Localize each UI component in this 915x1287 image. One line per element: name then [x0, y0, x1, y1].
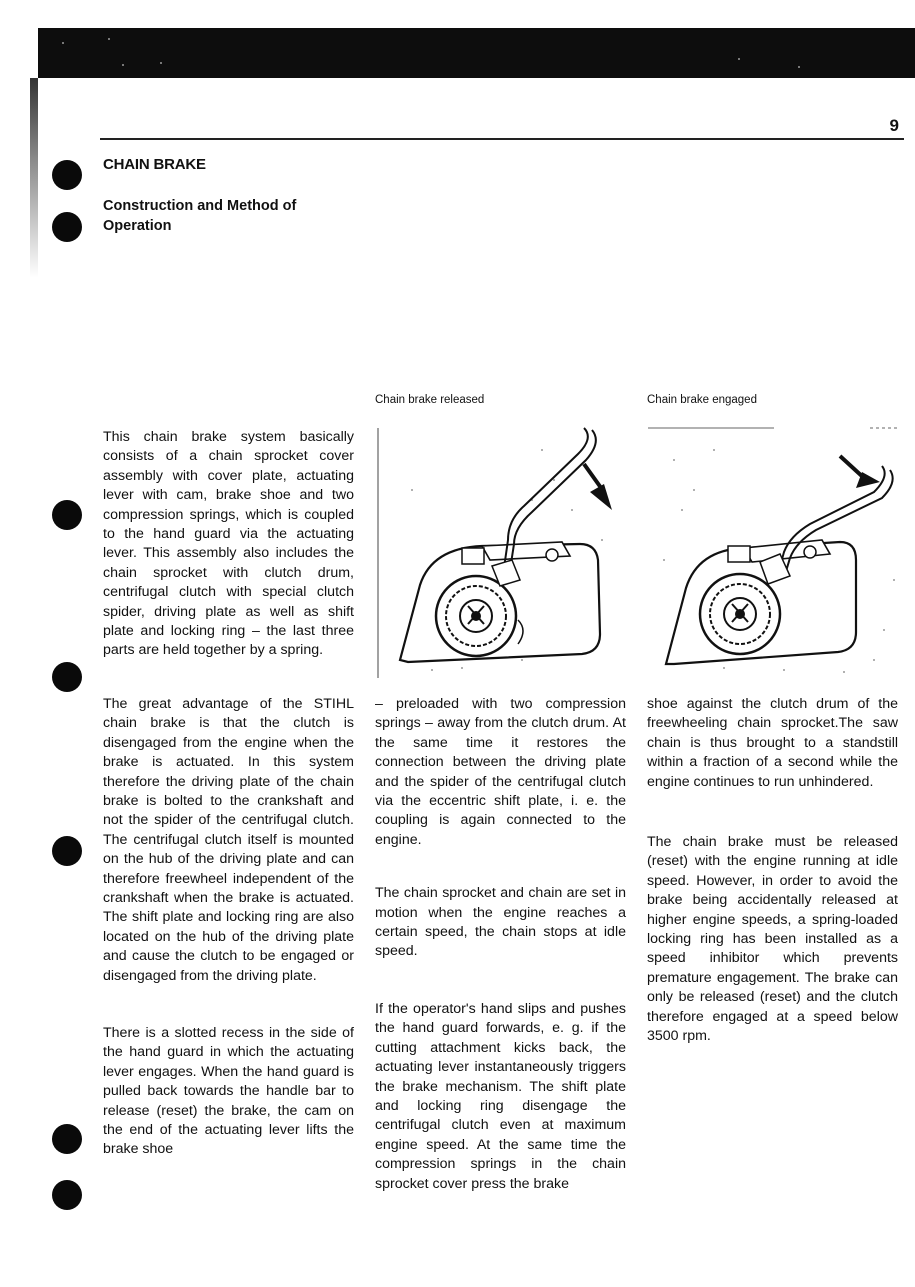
- binder-hole: [52, 1180, 82, 1210]
- paragraph: There is a slotted recess in the side of the hand guard in which the actuating lever engages. When the hand guard is pulled back towards the handle bar to release (reset) the brake, the cam on the end of the actuating lever lifts the brake shoe: [103, 1024, 354, 1158]
- text-column-3: [647, 695, 898, 1047]
- section-subtitle: Construction and Method of Operation: [103, 198, 297, 234]
- paragraph: The chain brake must be released (reset) with the engine running at idle speed. However, in order to avoid the brake being accidentally released at higher engine speeds, a spring-loaded locking ring has been installed as a speed inhibitor which prevents premature engagement. The brake can only be released (reset) and the clutch therefore engaged at a speed below 3500 rpm.: [647, 834, 898, 1045]
- scan-edge-shadow: [30, 78, 38, 278]
- paragraph: The great advantage of the STIHL chain brake is that the clutch is disengaged from the engine when the brake is actuated. In this system therefore the driving plate of the chain brake is bolted to the crankshaft and not the spider of the centrifugal clutch. The centrifugal clutch itself is mounted on the hub of the driving plate and can therefore freewheel independent of the crankshaft when the brake is actuated. The shift plate and locking ring are also located on the hub of the driving plate and cause the clutch to be engaged or disengaged from the driving plate.: [103, 695, 354, 984]
- section-title: CHAIN BRAKE: [103, 156, 206, 173]
- paragraph: shoe against the clutch drum of the freewheeling chain sprocket.The saw chain is thus brought to a standstill within a fraction of a second while the engine continues to run unhindered.: [647, 696, 898, 790]
- paragraph: – preloaded with two compression springs – away from the clutch drum. At the same time it restores the connection between the driving plate and the spider of the centrifugal clutch via the eccentric shift plate, i. e. the coupling is again connected to the engine.: [375, 696, 626, 848]
- page-number: 9: [889, 116, 899, 135]
- binder-hole: [52, 1124, 82, 1154]
- text-column-2: [375, 695, 626, 1194]
- binder-hole: [52, 500, 82, 530]
- binder-hole: [52, 836, 82, 866]
- binder-hole: [52, 212, 82, 242]
- figure-brake-released: [372, 420, 630, 682]
- scan-header-band: [38, 28, 915, 78]
- text-column-1: [103, 428, 354, 1160]
- binder-hole: [52, 160, 82, 190]
- figure-caption-engaged: Chain brake engaged: [647, 394, 757, 406]
- header-rule: [100, 138, 904, 140]
- figure-brake-engaged: [644, 420, 902, 682]
- paragraph: The chain sprocket and chain are set in motion when the engine reaches a certain speed, the chain stops at idle speed.: [375, 885, 626, 960]
- figure-caption-released: Chain brake released: [375, 394, 485, 406]
- paragraph: If the operator's hand slips and pushes the hand guard forwards, e. g. if the cutting attachment kicks back, the actuating lever instantaneously triggers the brake mechanism. The shift plate and locking ring disengage the centrifugal clutch even at maximum engine speed. At the same time the compression springs in the chain sprocket cover press the brake: [375, 1000, 626, 1192]
- paragraph: This chain brake system basically consists of a chain sprocket cover assembly with cover plate, actuating lever with cam, brake shoe and two compression springs, which is coupled to the hand guard via the actuating lever. This assembly also includes the chain sprocket with clutch drum, centrifugal clutch with special clutch spider, driving plate as well as shift plate and locking ring – the last three parts are held together by a spring.: [103, 429, 354, 659]
- binder-hole: [52, 662, 82, 692]
